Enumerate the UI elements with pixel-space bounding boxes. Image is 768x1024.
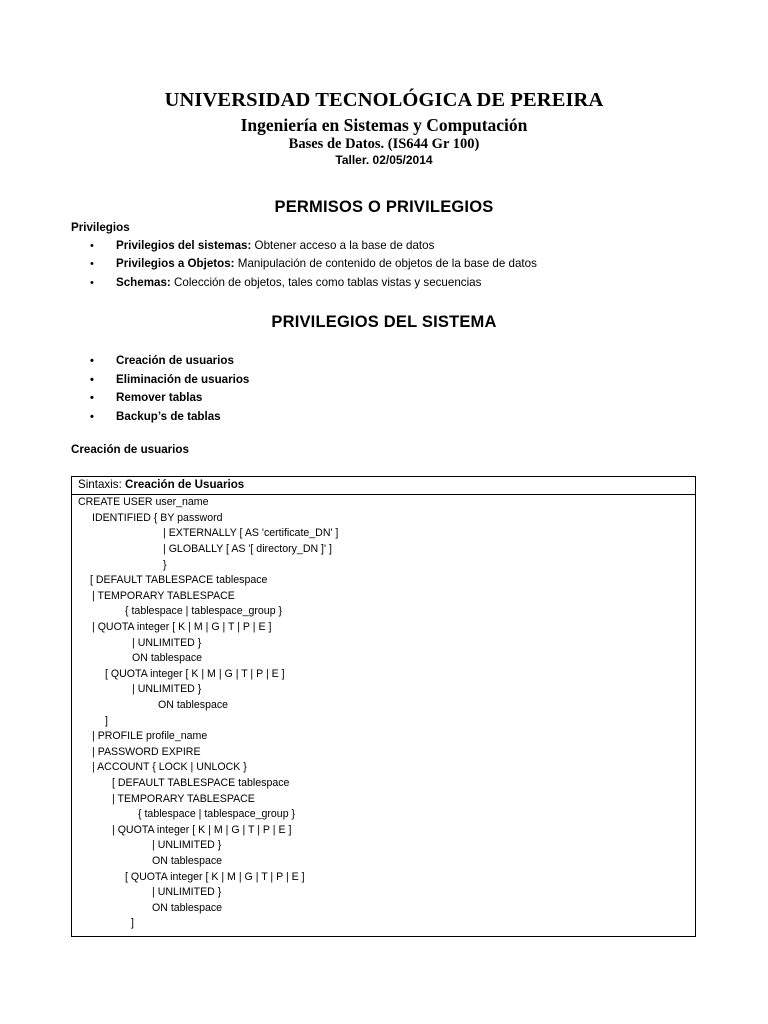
bullet-icon: • — [90, 240, 94, 252]
code-line: [ QUOTA integer [ K | M | G | T | P | E ] — [105, 668, 285, 680]
code-line: | QUOTA integer [ K | M | G | T | P | E ] — [92, 621, 272, 633]
code-line: | PASSWORD EXPIRE — [92, 746, 201, 758]
code-line: { tablespace | tablespace_group } — [138, 808, 296, 820]
bullet-icon: • — [90, 392, 94, 404]
bullet-icon: • — [90, 373, 94, 386]
code-line: | QUOTA integer [ K | M | G | T | P | E ] — [112, 824, 292, 836]
code-line: ] — [105, 715, 108, 727]
list-item-desc: Obtener acceso a la base de datos — [251, 239, 435, 252]
section-title-sistema: PRIVILEGIOS DEL SISTEMA — [271, 313, 497, 331]
bullet-icon: • — [90, 410, 94, 423]
code-line: | UNLIMITED } — [132, 637, 202, 649]
code-line: | GLOBALLY [ AS '[ directory_DN ]' ] — [163, 543, 332, 555]
list-item-text: Creación de usuarios — [116, 354, 234, 367]
bullet-icon: • — [90, 355, 94, 367]
code-line: ON tablespace — [152, 902, 223, 914]
program-title: Ingeniería en Sistemas y Computación — [240, 115, 528, 135]
code-line: | UNLIMITED } — [132, 683, 202, 695]
privilegios-label: Privilegios — [71, 221, 130, 234]
list-item-desc: Manipulación de contenido de objetos de la base de datos — [234, 257, 537, 271]
syntax-title: Creación de Usuarios — [125, 478, 245, 491]
list-item-term: Schemas: — [116, 275, 171, 289]
syntax-box — [71, 476, 696, 937]
code-line: ON tablespace — [158, 699, 229, 711]
code-line: | TEMPORARY TABLESPACE — [92, 590, 235, 602]
syntax-header — [72, 477, 695, 495]
code-line: ON tablespace — [152, 855, 223, 867]
code-line: ] — [131, 917, 134, 929]
code-line: CREATE USER user_name — [78, 496, 209, 508]
code-line: | EXTERNALLY [ AS 'certificate_DN' ] — [163, 527, 339, 539]
list-item-desc: Colección de objetos, tales como tablas vistas y secuencias — [170, 275, 482, 289]
syntax-prefix: Sintaxis: — [78, 478, 126, 491]
university-title: UNIVERSIDAD TECNOLÓGICA DE PEREIRA — [164, 89, 604, 111]
code-line: { tablespace | tablespace_group } — [125, 605, 283, 617]
code-line: IDENTIFIED { BY password — [92, 512, 223, 524]
list-item-term: Privilegios del sistemas: — [116, 239, 252, 252]
code-line: | UNLIMITED } — [152, 886, 222, 898]
creation-label: Creación de usuarios — [71, 443, 189, 456]
course-line: Bases de Datos. (IS644 Gr 100) — [288, 136, 480, 152]
code-line: ON tablespace — [132, 652, 203, 664]
code-line: | ACCOUNT { LOCK | UNLOCK } — [92, 761, 247, 773]
code-line: | TEMPORARY TABLESPACE — [112, 793, 255, 805]
code-line: [ DEFAULT TABLESPACE tablespace — [112, 777, 290, 789]
list-item-text: Eliminación de usuarios — [116, 372, 250, 386]
workshop-date: Taller. 02/05/2014 — [335, 153, 433, 167]
code-line: | UNLIMITED } — [152, 839, 222, 851]
section-title-permisos: PERMISOS O PRIVILEGIOS — [274, 198, 494, 216]
code-line: } — [163, 559, 167, 571]
bullet-icon: • — [90, 258, 94, 271]
list-item-text: Backup’s de tablas — [116, 409, 221, 423]
code-line: [ DEFAULT TABLESPACE tablespace — [90, 574, 268, 586]
code-line: | PROFILE profile_name — [92, 730, 208, 742]
bullet-icon: • — [90, 276, 94, 289]
list-item-text: Remover tablas — [116, 391, 203, 404]
code-line: [ QUOTA integer [ K | M | G | T | P | E ] — [125, 871, 305, 883]
list-item-term: Privilegios a Objetos: — [116, 257, 235, 271]
